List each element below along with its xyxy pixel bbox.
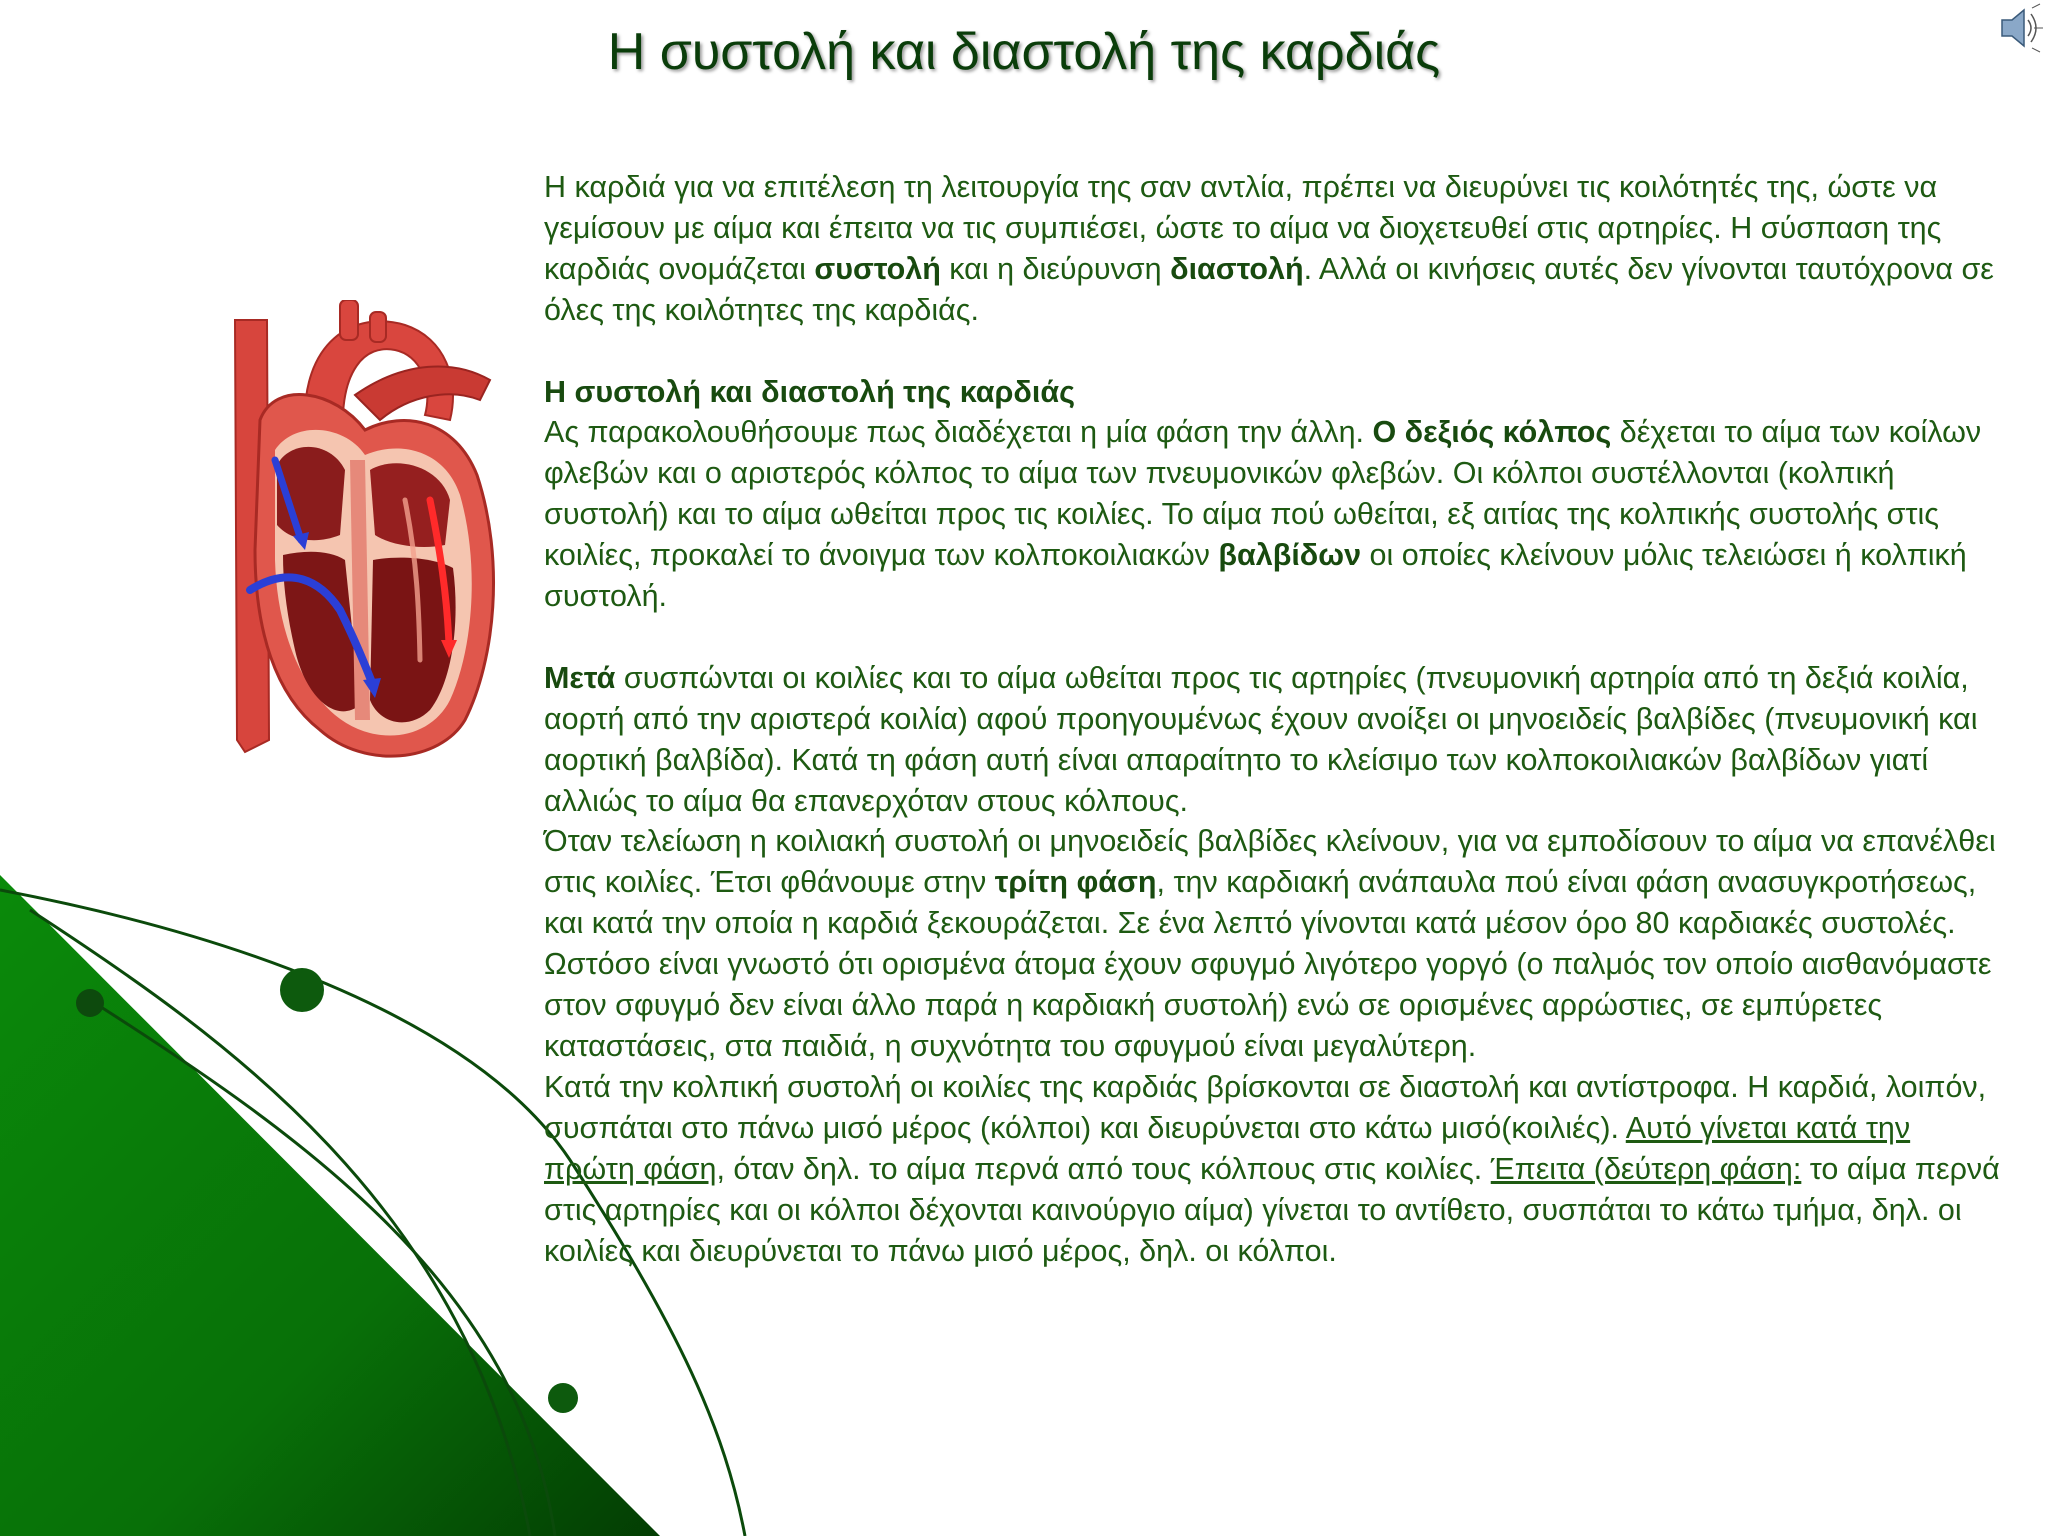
intro-text-1: Η καρδιά για να επιτέλεση τη λειτουργία της σαν αντλία, πρέπει να διευρύνει τις κοιλότητές της, ώστε να γεμίσουν με αίμα και έπειτα να τις συμπιέσει, ώστε το αίμα να διοχετευθεί στις αρτηρίες. Η σύσπαση της καρδιάς ονομάζεται bbox=[544, 170, 1942, 286]
pulmonary-artery bbox=[355, 366, 490, 420]
section-text-3: οι οποίες κλείνουν μόλις τελειώσει ή κολπική συστολή. bbox=[544, 538, 1967, 614]
paragraph-gap bbox=[544, 331, 2004, 372]
rest-text-2: , την καρδιακή ανάπαυλα πού είναι φάση ανασυγκροτήσεως, και κατά την οποία η καρδιά ξεκουράζεται. Σε ένα λεπτό γίνονται κατά μέσον όρο 80 καρδιακές συστολές. Ωστόσο είναι γνωστό ότι ορισμένα άτομα έχουν σφυγμό λιγότερο γοργό (ο παλμός τον οποίο αισθανόμαστε στον σφυγμό δεν είναι άλλο παρά η καρδιακή συστολή) ενώ σε ορισμένες αρρώστιες, σε εμπύρετες καταστάσεις, στα παιδιά, η συχνότητα του σφυγμού είναι μεγαλύτερη. bbox=[544, 865, 1992, 1063]
final-text-2: όταν δηλ. το αίμα περνά από τους κόλπους στις κοιλίες. bbox=[724, 1151, 1491, 1186]
term-right-atrium: Ο δεξιός κόλπος bbox=[1372, 415, 1612, 450]
after-paragraph bbox=[544, 658, 2004, 822]
aortic-branch-1 bbox=[340, 300, 358, 340]
term-valves: βαλβίδων bbox=[1218, 538, 1362, 573]
term-third-phase: τρίτη φάση bbox=[994, 865, 1157, 900]
section-paragraph bbox=[544, 412, 2004, 617]
slide-title: Η συστολή και διαστολή της καρδιάς bbox=[607, 23, 1441, 81]
rest-text-1: Όταν τελείωση η κοιλιακή συστολή οι μηνοειδείς βαλβίδες κλείνουν, για να εμποδίσουν το αίμα να επανέλθει στις κοιλίες. Έτσι φθάνουμε στην bbox=[544, 824, 1996, 900]
decorative-dot-3 bbox=[548, 1383, 578, 1413]
section-heading bbox=[544, 372, 2004, 413]
final-text-3: το αίμα περνά στις αρτηρίες και οι κόλποι δέχονται καινούργιο αίμα) γίνεται το αντίθετο, συσπάται το κάτω τμήμα, δηλ. οι κοιλίες και διευρύνεται το πάνω μισό μέρος, δηλ. οι κόλποι. bbox=[544, 1151, 2000, 1268]
first-phase-underline: Αυτό γίνεται κατά την πρώτη φάση, bbox=[544, 1110, 1911, 1186]
intro-paragraph bbox=[544, 167, 2004, 331]
paragraph-gap bbox=[544, 617, 2004, 658]
intro-text-2: και η διεύρυνση bbox=[940, 251, 1171, 286]
decorative-dot-2 bbox=[76, 989, 104, 1017]
body-text bbox=[544, 167, 2004, 1271]
decorative-dot-1 bbox=[280, 968, 324, 1012]
second-phase-underline: Έπειτα (δεύτερη φάση: bbox=[1490, 1151, 1802, 1186]
intro-text-3: . Αλλά οι κινήσεις αυτές δεν γίνονται ταυτόχρονα σε όλες της κοιλότητες της καρδιάς. bbox=[544, 251, 1994, 327]
section-text-1: Ας παρακολουθήσουμε πως διαδέχεται η μία φάση την άλλη. bbox=[544, 415, 1373, 450]
section-heading-text: Η συστολή και διαστολή της καρδιάς bbox=[544, 374, 1075, 409]
term-diastole: διαστολή bbox=[1170, 251, 1304, 286]
section-text-2: δέχεται το αίμα των κοίλων φλεβών και ο αριστερός κόλπος το αίμα των πνευμονικών φλεβών. Οι κόλποι συστέλλονται (κολπική συστολή) και το αίμα ωθείται προς τις κοιλίες. Το αίμα πού ωθείται, εξ αιτίας της κολπικής συστολής στις κοιλίες, προκαλεί το άνοιγμα των κολποκοιλιακών bbox=[544, 415, 1982, 573]
heart-illustration bbox=[205, 300, 525, 760]
term-after: Μετά bbox=[544, 660, 616, 695]
term-systole: συστολή bbox=[814, 251, 941, 286]
aortic-branch-2 bbox=[370, 312, 386, 342]
rest-paragraph bbox=[544, 821, 2004, 1066]
speaker-icon[interactable] bbox=[1996, 2, 2044, 54]
final-paragraph bbox=[544, 1067, 2004, 1272]
final-text-1: Κατά την κολπική συστολή οι κοιλίες της καρδιάς βρίσκονται σε διαστολή και αντίστροφα. Η καρδιά, λοιπόν, συσπάται στο πάνω μισό μέρος (κόλποι) και διευρύνεται στο κάτω μισό(κοιλιές). bbox=[544, 1069, 1987, 1145]
after-text-1: συσπώνται οι κοιλίες και το αίμα ωθείται προς τις αρτηρίες (πνευμονική αρτηρία από τη δεξιά κοιλία, αορτή από την αριστερά κοιλία) αφού προηγουμένως έχουν ανοίξει οι μηνοειδείς βαλβίδες (πνευμονική και αορτική βαλβίδα). Κατά τη φάση αυτή είναι απαραίτητο το κλείσιμο των κολποκοιλιακών βαλβίδων γιατί αλλιώς το αίμα θα επανερχόταν στους κόλπους. bbox=[544, 660, 1978, 818]
